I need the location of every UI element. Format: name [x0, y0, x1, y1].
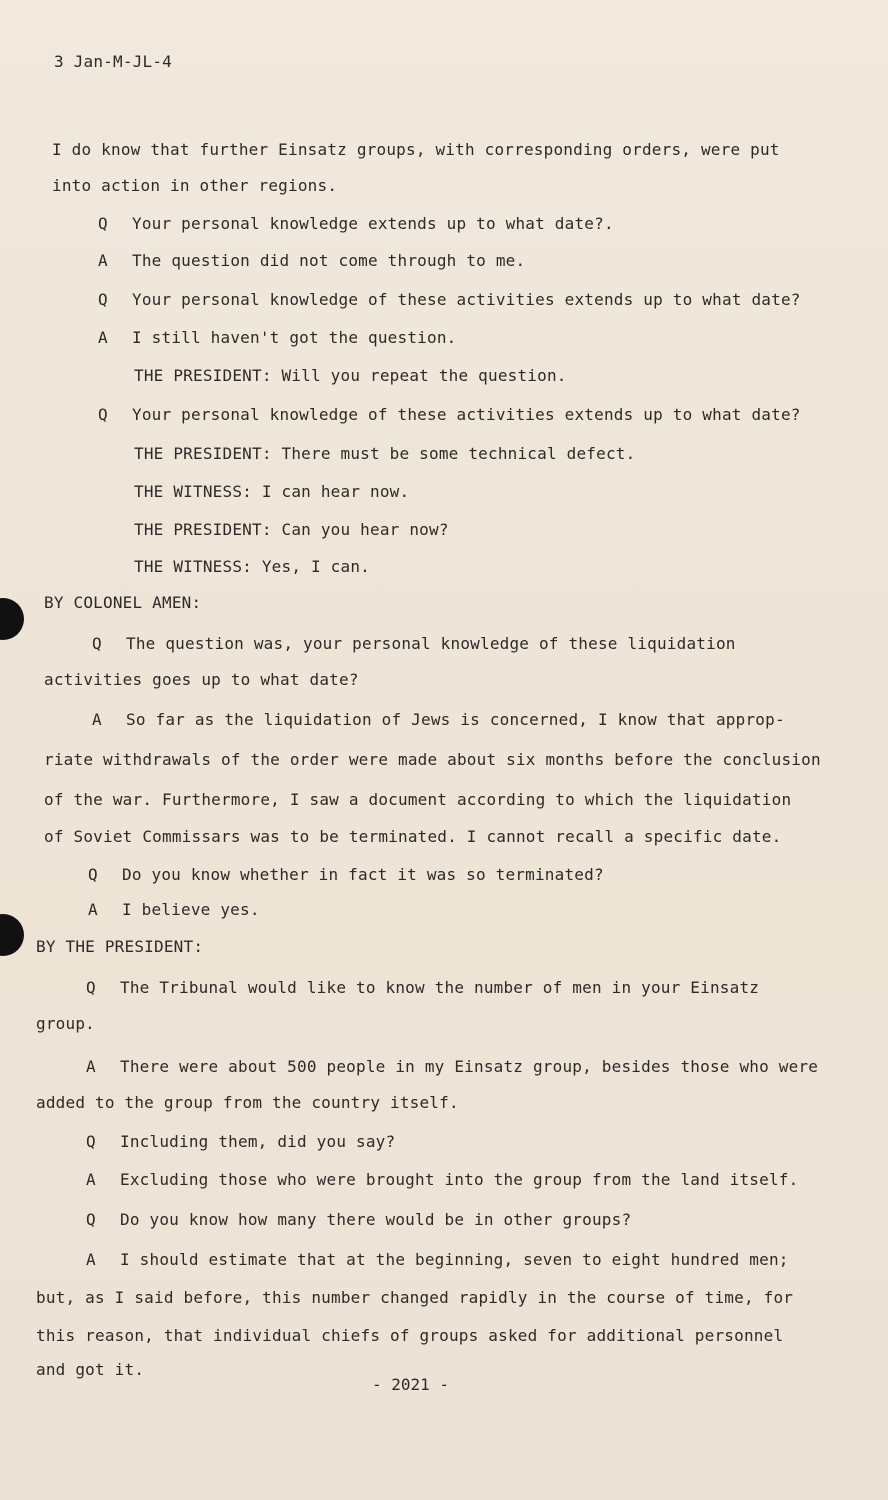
answer-line — [98, 328, 456, 347]
speaker-tag: Q — [86, 978, 96, 997]
speaker-tag: Q — [92, 634, 102, 653]
document-ref: 3 Jan-M-JL-4 — [54, 52, 172, 71]
answer-line — [92, 710, 785, 729]
transcript-line — [134, 482, 409, 501]
punch-hole — [0, 914, 24, 956]
speaker-tag: A — [98, 251, 108, 270]
transcript-line — [44, 593, 201, 612]
speaker-tag: Q — [86, 1132, 96, 1151]
line-text: Including them, did you say? — [120, 1132, 396, 1151]
transcript-line — [52, 140, 780, 159]
line-text: THE WITNESS: I can hear now. — [134, 482, 410, 501]
speaker-tag: A — [86, 1170, 96, 1189]
question-line — [86, 1210, 631, 1229]
line-text: THE WITNESS: Yes, I can. — [134, 557, 370, 576]
line-text: The Tribunal would like to know the number of men in your Einsatz — [120, 978, 760, 997]
question-line — [98, 290, 801, 309]
transcript-line — [44, 670, 359, 689]
speaker-tag: Q — [88, 865, 98, 884]
line-text: into action in other regions. — [52, 176, 338, 195]
speaker-tag: A — [86, 1250, 96, 1269]
line-text: So far as the liquidation of Jews is concerned, I know that approp- — [126, 710, 785, 729]
line-text: THE PRESIDENT: Can you hear now? — [134, 520, 449, 539]
speaker-tag: A — [92, 710, 102, 729]
line-text: The question did not come through to me. — [132, 251, 526, 270]
transcript-line — [36, 1288, 793, 1307]
transcript-line — [36, 1360, 144, 1379]
transcript-line — [134, 557, 370, 576]
transcript-line — [52, 176, 337, 195]
answer-line — [98, 251, 525, 270]
line-text: I believe yes. — [122, 900, 260, 919]
line-text: THE PRESIDENT: There must be some technical defect. — [134, 444, 636, 463]
speaker-tag: A — [88, 900, 98, 919]
transcript-line — [44, 790, 791, 809]
answer-line — [88, 900, 260, 919]
line-text: THE PRESIDENT: Will you repeat the question. — [134, 366, 567, 385]
line-text: There were about 500 people in my Einsatz group, besides those who were — [120, 1057, 819, 1076]
line-text: of Soviet Commissars was to be terminated. I cannot recall a specific date. — [44, 827, 782, 846]
speaker-tag: Q — [98, 405, 108, 424]
line-text: riate withdrawals of the order were made about six months before the conclusion — [44, 750, 821, 769]
line-text: Your personal knowledge of these activities extends up to what date? — [132, 290, 801, 309]
line-text: and got it. — [36, 1360, 145, 1379]
answer-line — [86, 1170, 798, 1189]
line-text: Excluding those who were brought into the group from the land itself. — [120, 1170, 799, 1189]
speaker-tag: Q — [86, 1210, 96, 1229]
page-number: - 2021 - — [372, 1375, 450, 1394]
line-text: The question was, your personal knowledge of these liquidation — [126, 634, 736, 653]
question-line — [98, 214, 614, 233]
line-text: Do you know whether in fact it was so terminated? — [122, 865, 604, 884]
line-text: group. — [36, 1014, 95, 1033]
transcript-line — [44, 750, 821, 769]
line-text: but, as I said before, this number changed rapidly in the course of time, for — [36, 1288, 794, 1307]
question-line — [86, 1132, 395, 1151]
line-text: this reason, that individual chiefs of groups asked for additional personnel — [36, 1326, 784, 1345]
question-line — [92, 634, 736, 653]
line-text: of the war. Furthermore, I saw a document according to which the liquidation — [44, 790, 792, 809]
transcript-line — [134, 366, 567, 385]
speaker-tag: Q — [98, 214, 108, 233]
transcript-line — [36, 1093, 459, 1112]
question-line — [88, 865, 604, 884]
transcript-line — [36, 1326, 783, 1345]
answer-line — [86, 1057, 818, 1076]
line-text: activities goes up to what date? — [44, 670, 359, 689]
line-text: BY THE PRESIDENT: — [36, 937, 204, 956]
line-text: I should estimate that at the beginning, seven to eight hundred men; — [120, 1250, 789, 1269]
line-text: BY COLONEL AMEN: — [44, 593, 202, 612]
transcript-line — [44, 827, 781, 846]
speaker-tag: Q — [98, 290, 108, 309]
transcript-line — [134, 520, 449, 539]
line-text: I do know that further Einsatz groups, with corresponding orders, were put — [52, 140, 780, 159]
line-text: I still haven't got the question. — [132, 328, 457, 347]
punch-hole — [0, 598, 24, 640]
line-text: added to the group from the country itself. — [36, 1093, 459, 1112]
line-text: Do you know how many there would be in other groups? — [120, 1210, 632, 1229]
question-line — [98, 405, 801, 424]
line-text: Your personal knowledge extends up to what date?. — [132, 214, 614, 233]
speaker-tag: A — [86, 1057, 96, 1076]
transcript-line — [36, 1014, 95, 1033]
line-text: Your personal knowledge of these activities extends up to what date? — [132, 405, 801, 424]
answer-line — [86, 1250, 789, 1269]
transcript-line — [134, 444, 635, 463]
transcript-line — [36, 937, 203, 956]
speaker-tag: A — [98, 328, 108, 347]
question-line — [86, 978, 759, 997]
